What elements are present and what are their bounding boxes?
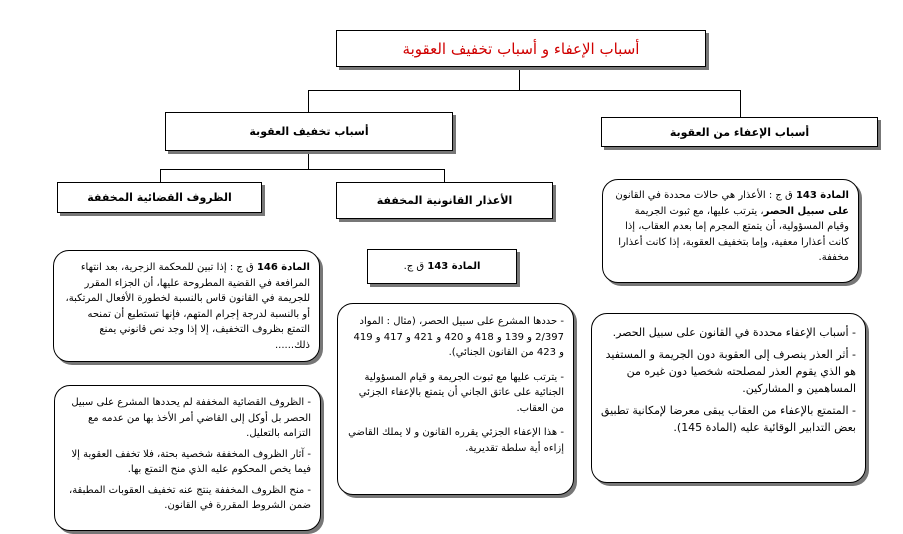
exemption-points-box — [591, 313, 866, 483]
legal-point: - هذا الإعفاء الجزئي يقرره القانون و لا يملك القاضي إزاءه أية سلطة تقديرية. — [348, 427, 564, 454]
main-title-box — [336, 30, 706, 67]
main-title: أسباب الإعفاء و أسباب تخفيف العقوبة — [402, 39, 640, 58]
mitigation-heading: أسباب تخفيف العقوبة — [249, 125, 369, 138]
exemption-detail-box — [602, 179, 859, 283]
connector-line — [160, 169, 445, 170]
exemption-detail-text1: الأعذار هي حالات محددة في القانون — [615, 190, 766, 201]
legal-article-label: المادة 143 — [427, 261, 481, 272]
judicial-detail-box — [53, 250, 320, 362]
connector-line — [308, 90, 740, 91]
judicial-heading-box — [57, 182, 262, 213]
judicial-point: - الظروف القضائية المخففة لم يحددها المشرع على سبيل الحصر بل أوكل إلى القاضي أمر الأخذ بها من عدمه مع التزامه بالتعليل. — [71, 397, 311, 439]
connector-line — [740, 90, 741, 117]
connector-line — [160, 169, 161, 182]
legal-article-text — [404, 261, 481, 272]
connector-line — [519, 67, 520, 90]
exemption-detail-label: المادة 143 — [795, 190, 849, 201]
connector-line — [444, 169, 445, 182]
exemption-point: - المتمتع بالإعفاء من العقاب يبقى معرضا لإمكانية تطبيق بعض التدابير الوقائية عليه (المادة 145). — [601, 404, 856, 434]
legal-heading: الأعذار القانونية المخففة — [376, 194, 513, 207]
exemption-point: - أسباب الإعفاء محددة في القانون على سبيل الحصر. — [612, 326, 856, 339]
mitigation-heading-box — [165, 112, 453, 151]
legal-article-box — [367, 249, 517, 284]
judicial-detail-text — [62, 260, 310, 353]
legal-heading-box — [336, 182, 553, 219]
exemption-detail-bold: على سبيل الحصر — [763, 205, 849, 217]
judicial-point: - منح الظروف المخففة ينتج عنه تخفيف العقوبات المطبقة، ضمن الشروط المقررة في القانون. — [68, 484, 311, 511]
connector-line — [308, 90, 309, 112]
exemption-detail-text — [611, 188, 849, 266]
exemption-detail-text2: ، يترتب عليها، مع ثبوت الجريمة وقيام المسؤولية، أن يتمتع المجرم إما بعدم العقاب، إذا كانت أعذارا معفية، وإما بتخفيف العقوبة، إذا كانت أعذارا مخففة. — [618, 205, 849, 263]
judicial-points-box — [54, 385, 321, 531]
connector-line — [308, 151, 309, 169]
exemption-detail-ref: ق ج : — [768, 190, 793, 201]
judicial-detail-label: المادة 146 — [256, 262, 310, 273]
exemption-heading-box — [601, 117, 878, 147]
legal-points-box — [337, 303, 574, 495]
exemption-heading: أسباب الإعفاء من العقوبة — [669, 125, 810, 139]
judicial-detail-body: ق ج : إذا تبين للمحكمة الزجرية، بعد انتهاء المرافعة في القضية المطروحة عليها، أن الجزاء المقرر للجريمة في القانون قاس بالنسبة لخطورة الأفعال المرتكبة، أو بالنسبة لدرجة إجرام المتهم، فإنها تستطيع أن تمنحه التمتع بظروف التخفيف، إلا إذا وجد نص قانوني يمنع ذلك...... — [65, 262, 310, 351]
exemption-point: - أثر العذر ينصرف إلى العقوبة دون الجريمة و المستفيد هو الذي يقوم العذر لمصلحته شخصيا دون غيره من المساهمين و المشاركين. — [605, 348, 856, 395]
legal-point: - يترتب عليها مع ثبوت الجريمة و قيام المسؤولية الجنائية على عاتق الجاني أن يتمتع بالإعفاء الجزئي من العقاب. — [358, 371, 564, 414]
judicial-point: - آثار الظروف المخففة شخصية بحتة، فلا تخفف العقوبة إلا فيما يخص المحكوم عليه الذي منح التمتع بها. — [71, 448, 311, 475]
legal-point: - حددها المشرع على سبيل الحصر، (مثال : المواد 2/397 و 139 و 418 و 420 و 421 و 417 و 419 و 423 من القانون الجنائي). — [353, 316, 564, 358]
judicial-heading: الظروف القضائية المخففة — [87, 191, 232, 204]
legal-article-ref: ق ج. — [403, 261, 425, 272]
